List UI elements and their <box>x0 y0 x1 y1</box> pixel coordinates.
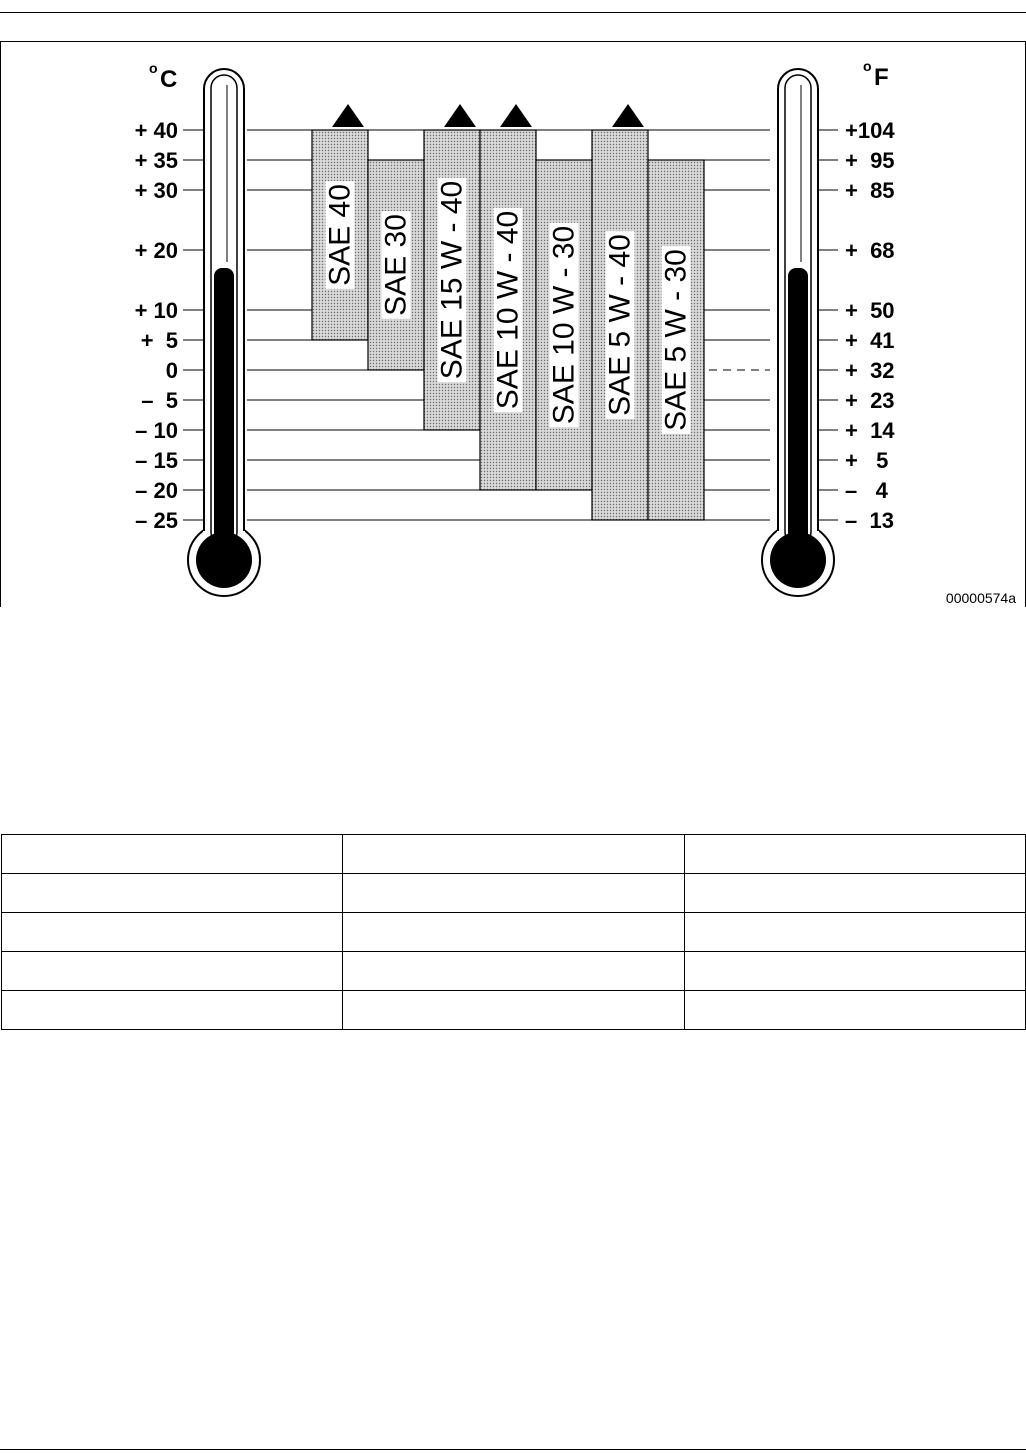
table-cell <box>684 952 1025 991</box>
open-ended-arrow <box>332 104 364 127</box>
bar-group <box>480 104 536 490</box>
bar-label: SAE 15 W - 40 <box>435 180 469 380</box>
thermometer <box>762 69 834 596</box>
thermometer-mercury <box>788 268 808 541</box>
thermometer-bulb <box>770 532 826 588</box>
table-row <box>2 913 1026 952</box>
bar-label: SAE 10 W - 40 <box>491 210 525 410</box>
table-cell <box>2 952 343 991</box>
table-row <box>2 952 1026 991</box>
table-cell <box>684 874 1025 913</box>
celsius-tick-label: + 40 <box>134 118 178 143</box>
celsius-tick-label: – 10 <box>135 418 178 443</box>
bar-label: SAE 10 W - 30 <box>547 225 581 425</box>
bar-group <box>368 160 424 370</box>
blank-table <box>1 834 1026 1030</box>
bar-label: SAE 40 <box>323 184 357 286</box>
table-cell <box>343 952 684 991</box>
celsius-tick-label: + 20 <box>134 238 178 263</box>
bar-group <box>424 104 480 430</box>
fahrenheit-tick-label: – 13 <box>845 508 894 533</box>
bar-group <box>592 104 648 520</box>
thermometer-bulb <box>196 532 252 588</box>
table-cell <box>343 991 684 1030</box>
bar-label: SAE 30 <box>379 214 413 316</box>
table-row <box>2 991 1026 1030</box>
celsius-tick-label: + 35 <box>134 148 178 173</box>
oil-viscosity-chart <box>0 41 1026 607</box>
celsius-tick-label: – 15 <box>135 448 178 473</box>
table-cell <box>2 874 343 913</box>
header-rule <box>0 12 1026 13</box>
bar-group <box>312 104 368 340</box>
fahrenheit-unit-label: F <box>874 64 889 91</box>
celsius-tick-label: + 5 <box>140 328 178 353</box>
celsius-tick-label: + 10 <box>134 298 178 323</box>
table-cell <box>343 913 684 952</box>
celsius-tick-label: + 30 <box>134 178 178 203</box>
fahrenheit-tick-label: +104 <box>845 118 895 143</box>
table-cell <box>684 835 1025 874</box>
fahrenheit-tick-label: + 50 <box>845 298 895 323</box>
table-cell <box>2 913 343 952</box>
fahrenheit-tick-label: + 5 <box>845 448 889 473</box>
bar-label: SAE 5 W - 40 <box>603 234 637 416</box>
figure-id-label: 00000574a <box>945 590 1016 606</box>
footer-rule <box>0 1449 1026 1450</box>
fahrenheit-tick-label: + 41 <box>845 328 895 353</box>
fahrenheit-tick-label: + 14 <box>845 418 895 443</box>
table-cell <box>343 874 684 913</box>
bar-label: SAE 5 W - 30 <box>659 249 693 431</box>
table-cell <box>684 913 1025 952</box>
celsius-unit-label: C <box>160 66 178 93</box>
open-ended-arrow <box>500 104 532 127</box>
fahrenheit-degree-mark: o <box>863 58 872 74</box>
fahrenheit-tick-label: + 23 <box>845 388 895 413</box>
thermometer <box>188 69 260 596</box>
fahrenheit-tick-label: + 95 <box>845 148 895 173</box>
table-row <box>2 835 1026 874</box>
bar-group <box>536 160 592 490</box>
fahrenheit-tick-label: – 4 <box>845 478 888 503</box>
celsius-tick-label: 0 <box>165 358 178 383</box>
table-cell <box>2 835 343 874</box>
fahrenheit-tick-label: + 68 <box>845 238 895 263</box>
table-cell <box>343 835 684 874</box>
celsius-tick-label: – 20 <box>135 478 178 503</box>
bar-group <box>648 160 704 520</box>
fahrenheit-tick-label: + 85 <box>845 178 895 203</box>
fahrenheit-tick-label: + 32 <box>845 358 895 383</box>
celsius-tick-label: – 5 <box>141 388 178 413</box>
table-cell <box>2 991 343 1030</box>
table-cell <box>684 991 1025 1030</box>
table-row <box>2 874 1026 913</box>
thermometer-mercury <box>214 268 234 541</box>
celsius-tick-label: – 25 <box>135 508 178 533</box>
open-ended-arrow <box>612 104 644 127</box>
celsius-degree-mark: o <box>149 60 158 76</box>
open-ended-arrow <box>444 104 476 127</box>
